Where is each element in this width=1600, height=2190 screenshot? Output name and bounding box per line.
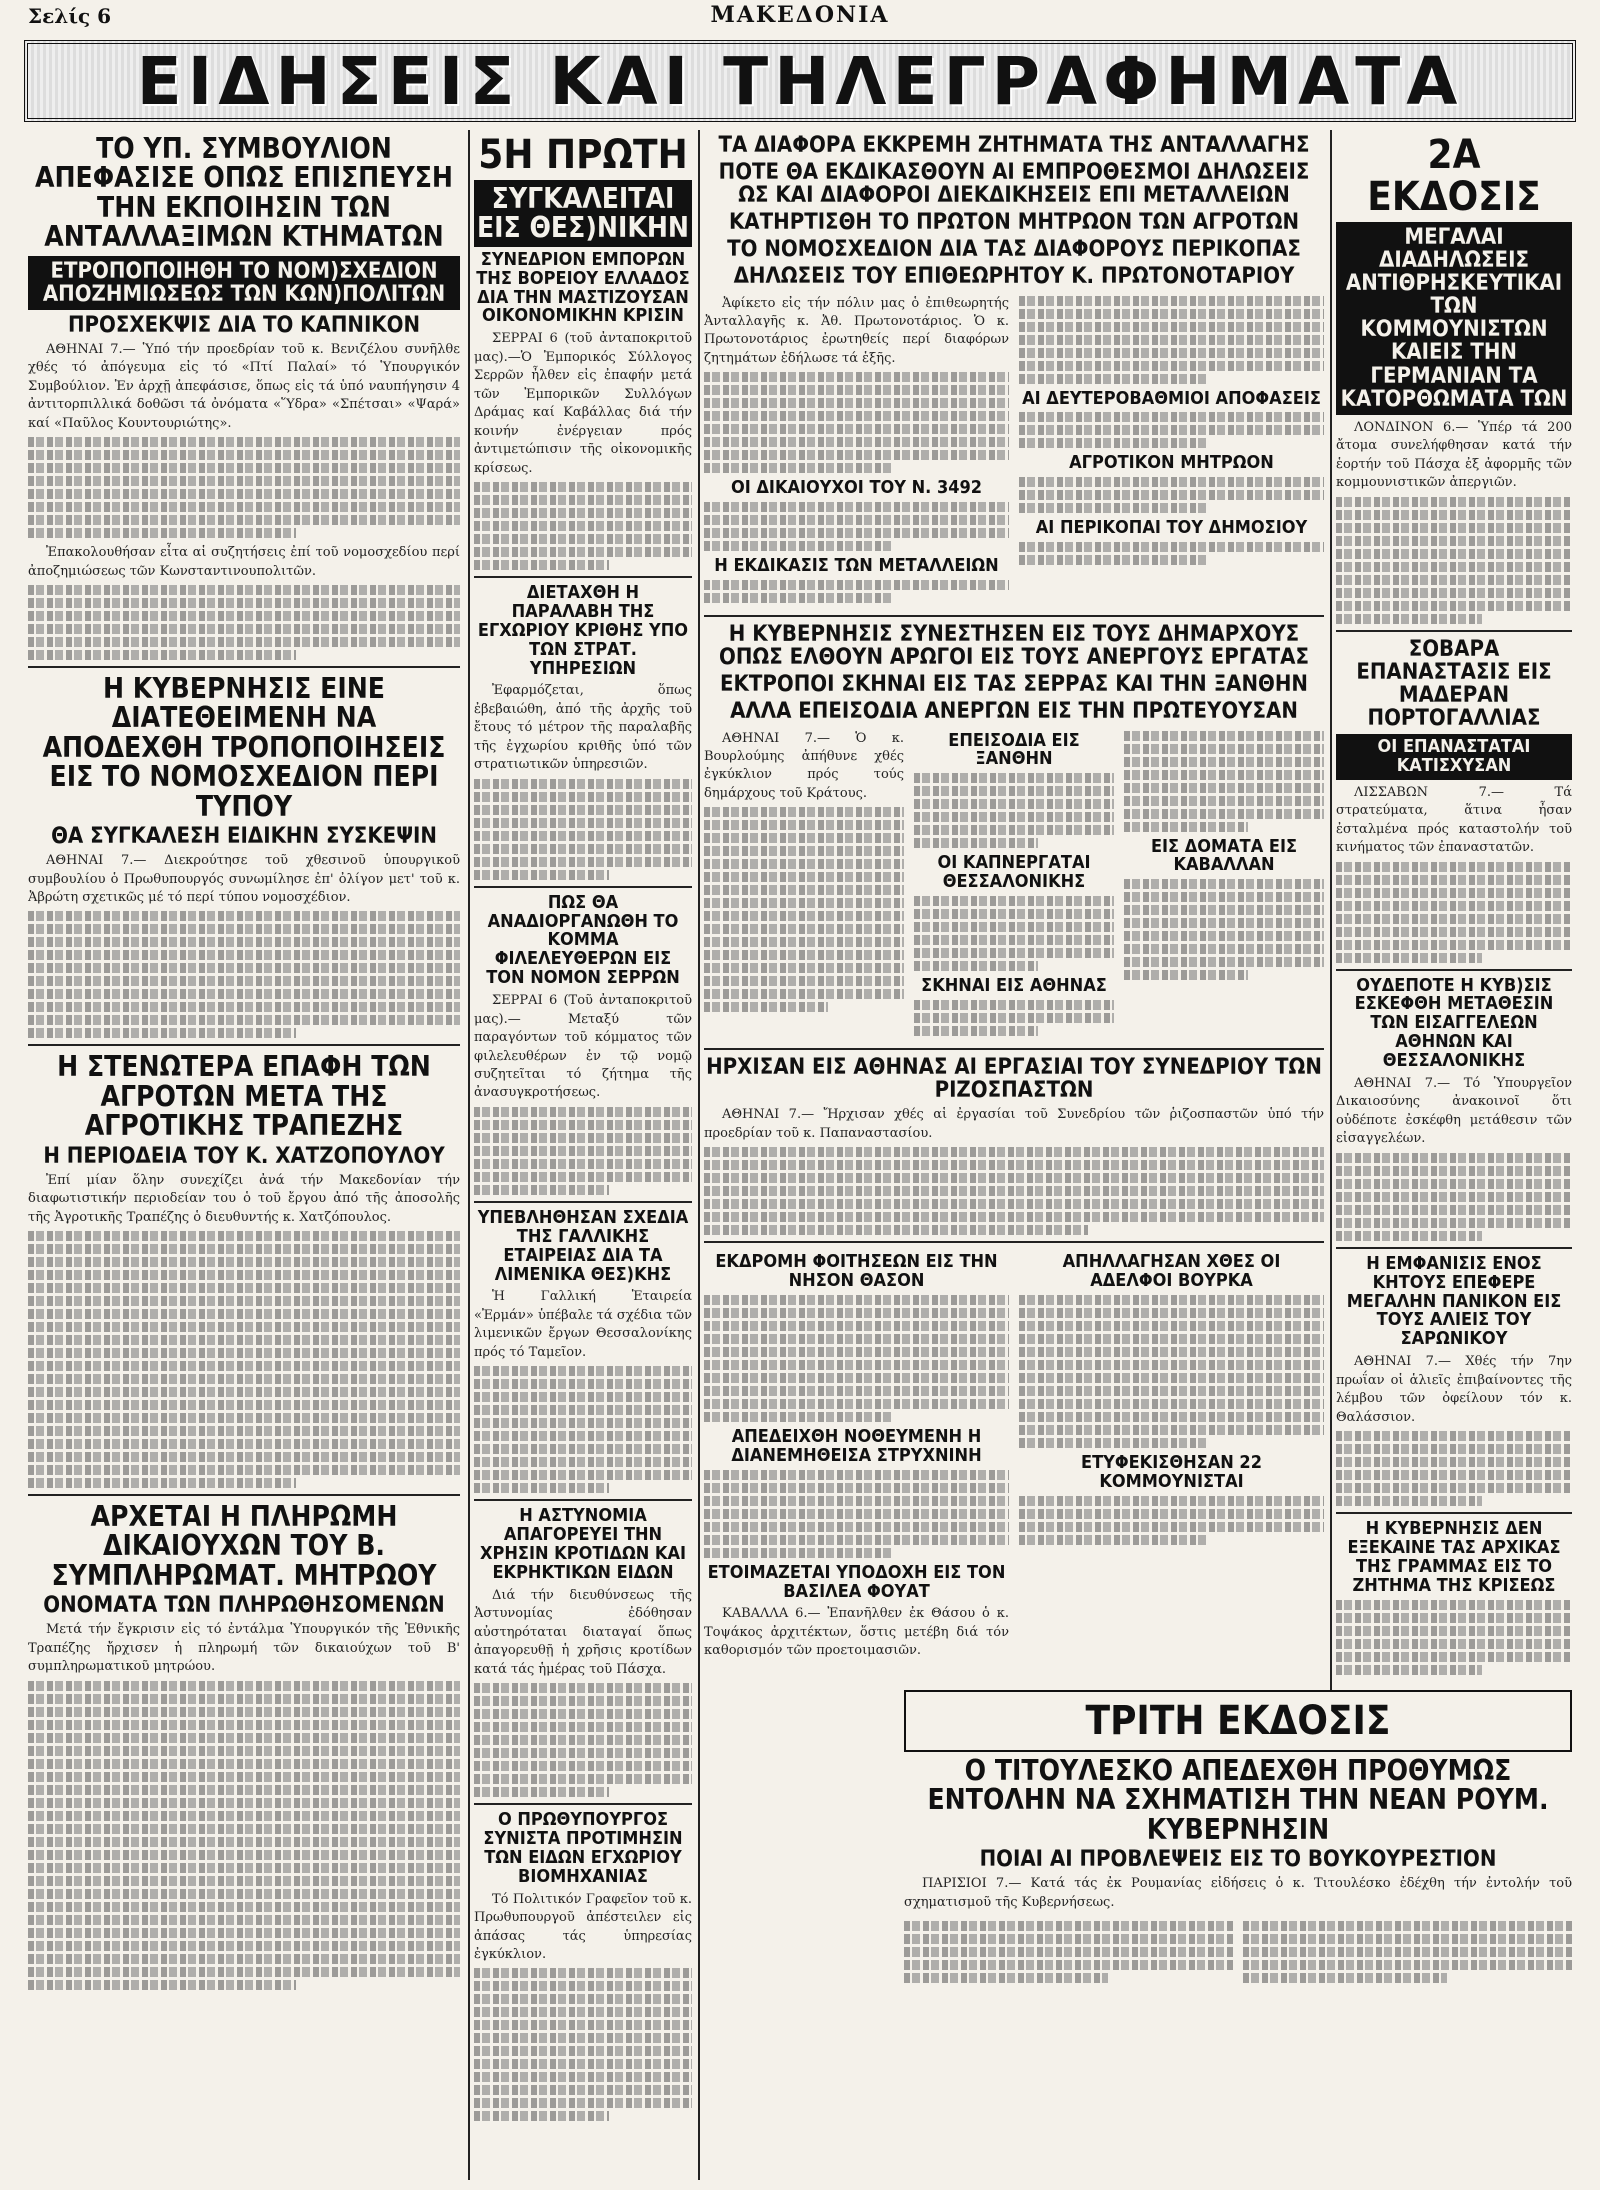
subheadline: ΠΟΙΑΙ ΑΙ ΠΡΟΒΛΕΨΕΙΣ ΕΙΣ ΤΟ ΒΟΥΚΟΥΡΕΣΤΙΟΝ [979, 1847, 1497, 1873]
article-text: ΑΘΗΝΑΙ 7.— Ὑπό τήν προεδρίαν τοῦ κ. Βενιζέλου συνῆλθε χθές τό ἀπόγευμα εἰς τό «Πτί Παλαί» τό Ὑπουργικόν Συμβούλιον. Ἐν ἀρχῇ ἀπεφάσισε, ὅπως εἰς τά ὑπό ναυπήγησιν 4 ἀντιτορπιλλικά δοθῶσι τά ὀνόματα «Ὕδρα» «Σπέτσαι» «Ψαρά» καί «Παῦλος Κουντουριώτης». [28, 341, 460, 431]
headline: ΟΥΔΕΠΟΤΕ Η ΚΥΒ)ΣΙΣ ΕΣΚΕΦΘΗ ΜΕΤΑΘΕΣΙΝ ΤΩΝ ΕΙΣΑΓΓΕΛΕΩΝ ΑΘΗΝΩΝ ΚΑΙ ΘΕΣΣΑΛΟΝΙΚΗΣ [1354, 974, 1554, 1072]
article-columns [704, 293, 1324, 610]
headline: ΣΟΒΑΡΑ ΕΠΑΝΑΣΤΑΣΙΣ ΕΙΣ ΜΑΔΕΡΑΝ ΠΟΡΤΟΓΑΛΛΙΑΣ [1356, 636, 1552, 731]
column-1 [28, 130, 460, 1996]
subheading: ΑΓΡΟΤΙΚΟΝ ΜΗΤΡΩΟΝ [1069, 452, 1274, 474]
text-block [704, 372, 1009, 473]
column-rule [468, 130, 470, 2180]
headline: ΠΩΣ ΘΑ ΑΝΑΔΙΟΡΓΑΝΩΘΗ ΤΟ ΚΟΜΜΑ ΦΙΛΕΛΕΥΘΕΡΩΝ ΕΙΣ ΤΟΝ ΝΟΜΟΝ ΣΕΡΡΩΝ [486, 891, 680, 989]
text-block [28, 911, 460, 1038]
edition-label: ΤΡΙΤΗ ΕΚΔΟΣΙΣ [1085, 1698, 1391, 1744]
subheading: ΟΙ ΔΙΚΑΙΟΥΧΟΙ ΤΟΥ Ν. 3492 [730, 477, 983, 499]
article-text: ΑΘΗΝΑΙ 7.— Τό Ὑπουργεῖον Δικαιοσύνης ἀνακοινοῖ ὅτι οὐδέποτε ἐσκέφθη μετάθεσιν τῶν εἰσαγγελέων. [1336, 1075, 1572, 1147]
headline: 5Η ΠΡΩΤΗ [478, 132, 688, 178]
text-block [704, 1295, 1009, 1422]
article-text: ΚΑΒΑΛΛΑ 6.— Ἐπανῆλθεν ἐκ Θάσου ὁ κ. Τοψάκος ἀρχιτέκτων, ὅστις μετέβη διά τόν καθορισμόν τῶν προετοιμασιῶν. [704, 1606, 1009, 1659]
third-edition-block [904, 1690, 1572, 2180]
article-text: ΑΘΗΝΑΙ 7.— Ὁ κ. Βουρλούμης ἀπήθυνε χθές ἐγκύκλιον πρός τούς δημάρχους τοῦ Κράτους. [704, 730, 904, 801]
article-text: Ἐφαρμόζεται, ὅπως ἐβεβαιώθη, ἀπό τῆς ἀρχῆς τοῦ ἔτους τό μέτρον τῆς παραλαβῆς τῆς ἐγχωρίου κριθῆς ὑπό τῶν στρατιωτικῶν ὑπηρεσιῶν. [474, 683, 692, 773]
headline: Η ΚΥΒΕΡΝΗΣΙΣ ΣΥΝΕΣΤΗΣΕΝ ΕΙΣ ΤΟΥΣ ΔΗΜΑΡΧΟΥΣ ΟΠΩΣ ΕΛΘΟΥΝ ΑΡΩΓΟΙ ΕΙΣ ΤΟΥΣ ΑΝΕΡΓΟΥΣ ΕΡΓΑΤΑΣ [719, 622, 1309, 671]
edition-label: 2Α ΕΚΔΟΣΙΣ [1367, 132, 1541, 220]
subheadline: ΠΡΟΣΧΕΚΨΙΣ ΔΙΑ ΤΟ ΚΑΠΝΙΚΟΝ [67, 312, 421, 338]
text-block [474, 1107, 692, 1195]
article-text: Τό Πολιτικόν Γραφεῖον τοῦ κ. Πρωθυπουργοῦ ἀπέστειλεν εἰς ἁπάσας τάς ὑπηρεσίας ἐγκύκλιον. [474, 1891, 692, 1962]
column-3 [704, 130, 1324, 1675]
text-block [1019, 542, 1324, 565]
article-text: Διά τήν διευθύνσεως τῆς Ἀστυνομίας ἐδόθησαν αὐστηρόταται διαταγαί ὅπως ἀπαγορευθῇ ἡ χρῆσις κροτίδων κατά τάς ἡμέρας τοῦ Πάσχα. [474, 1587, 692, 1677]
headline: ΕΤΥΦΕΚΙΣΘΗΣΑΝ 22 ΚΟΜΜΟΥΝΙΣΤΑΙ [1081, 1451, 1262, 1492]
subheadline: Η ΠΕΡΙΟΔΕΙΑ ΤΟΥ Κ. ΧΑΤΖΟΠΟΥΛΟΥ [43, 1143, 445, 1169]
article-columns [704, 728, 1324, 1042]
text-block [904, 1918, 1233, 1986]
headline: ΑΠΗΛΛΑΓΗΣΑΝ ΧΘΕΣ ΟΙ ΑΔΕΛΦΟΙ ΒΟΥΡΚΑ [1062, 1251, 1281, 1291]
subheadline: ΔΗΛΩΣΕΙΣ ΤΟΥ ΕΠΙΘΕΩΡΗΤΟΥ Κ. ΠΡΩΤΟΝΟΤΑΡΙΟΥ [733, 264, 1295, 290]
article-text: ΣΕΡΡΑΙ 6 (Τοῦ ἀνταποκριτοῦ μας).— Μεταξύ τῶν παραγόντων τοῦ κόμματος τῶν φιλελευθέρων ἐν τῷ νομῷ συζητεῖται τό ζήτημα τῆς ἀνασυγκροτήσεως. [474, 993, 692, 1101]
article-text: ΛΙΣΣΑΒΩΝ 7.— Τά στρατεύματα, ἅτινα ἦσαν ἐσταλμένα πρός καταστολήν τοῦ κινήματος τῶν ἐπαναστατῶν. [1336, 784, 1572, 856]
headline: ΗΡΧΙΣΑΝ ΕΙΣ ΑΘΗΝΑΣ ΑΙ ΕΡΓΑΣΙΑΙ ΤΟΥ ΣΥΝΕΔΡΙΟΥ ΤΩΝ ΡΙΖΟΣΠΑΣΤΩΝ [706, 1054, 1322, 1104]
text-block [1019, 1295, 1324, 1448]
text-block [1336, 1600, 1572, 1675]
headline: Η ΕΜΦΑΝΙΣΙΣ ΕΝΟΣ ΚΗΤΟΥΣ ΕΠΕΦΕΡΕ ΜΕΓΑΛΗΝ ΠΑΝΙΚΟΝ ΕΙΣ ΤΟΥΣ ΑΛΙΕΙΣ ΤΟΥ ΣΑΡΩΝΙΚΟΥ [1346, 1252, 1562, 1350]
text-block [28, 1681, 460, 1990]
text-block [474, 482, 692, 570]
article-text: ΑΘΗΝΑΙ 7.— Χθές τήν 7ην πρωΐαν οἱ ἁλιεῖς ἐπιβαίνοντες τῆς λέμβου τῶν ὀφείλουν τόν κ. Θαλάσσιον. [1336, 1354, 1572, 1425]
article-text: Ἀφίκετο εἰς τήν πόλιν μας ὁ ἐπιθεωρητής Ἀνταλλαγῆς κ. Ἀθ. Πρωτονοτάριος. Ὁ κ. Πρωτονοτάριος ἐρωτηθείς περί διαφόρων ζητημάτων ἐδήλωσε τά ἑξῆς. [704, 295, 1009, 366]
text-block [1336, 1153, 1572, 1241]
subheading: ΑΙ ΔΕΥΤΕΡΟΒΑΘΜΙΟΙ ΑΠΟΦΑΣΕΙΣ [1022, 387, 1321, 409]
subheading: ΕΙΣ ΔΟΜΑΤΑ ΕΙΣ ΚΑΒΑΛΛΑΝ [1150, 835, 1298, 876]
headline: ΔΙΕΤΑΧΘΗ Η ΠΑΡΑΛΑΒΗ ΤΗΣ ΕΓΧΩΡΙΟΥ ΚΡΙΘΗΣ ΥΠΟ ΤΩΝ ΣΤΡΑΤ. ΥΠΗΡΕΣΙΩΝ [477, 581, 689, 679]
headline: ΣΥΓΚΑΛΕΙΤΑΙ ΕΙΣ ΘΕΣ)ΝΙΚΗΝ [474, 180, 692, 247]
article-text: Ἡ Γαλλική Ἑταιρεία «Ἐρμάν» ὑπέβαλε τά σχέδια τῶν λιμενικῶν ἔργων Θεσσαλονίκης πρός τό Ταμεῖον. [474, 1289, 692, 1360]
section-banner: ΕΙΔΗΣΕΙΣ ΚΑΙ ΤΗΛΕΓΡΑΦΗΜΑΤΑ [24, 40, 1576, 122]
text-block [914, 1000, 1114, 1036]
headline: ΑΡΧΕΤΑΙ Η ΠΛΗΡΩΜΗ ΔΙΚΑΙΟΥΧΩΝ ΤΟΥ Β. ΣΥΜΠΛΗΡΩΜΑΤ. ΜΗΤΡΩΟΥ [51, 1500, 437, 1592]
headline: ΤΑ ΔΙΑΦΟΡΑ ΕΚΚΡΕΜΗ ΖΗΤΗΜΑΤΑ ΤΗΣ ΑΝΤΑΛΛΑΓΗΣ [718, 133, 1310, 158]
text-block [704, 807, 904, 1012]
text-block [1019, 412, 1324, 448]
article-text: ΛΟΝΔΙΝΟΝ 6.— Ὑπέρ τά 200 ἄτομα συνελήφθησαν κατά τήν ἑορτήν τοῦ Πάσχα ἐξ ἀφορμῆς τῶν κομμουνιστικῶν ἀπεργιῶν. [1336, 419, 1572, 491]
text-block [28, 585, 460, 660]
subheading: Η ΕΚΔΙΚΑΣΙΣ ΤΩΝ ΜΕΤΑΛΛΕΙΩΝ [714, 555, 999, 577]
article-text: ΣΕΡΡΑΙ 6 (τοῦ ἀνταποκριτοῦ μας).—Ὁ Ἐμπορικός Σύλλογος Σερρῶν ἦλθεν εἰς ἐπαφήν μετά τῶν Ἐμπορικῶν Συλλόγων Δράμας καί Καβάλλας διά τήν κοινήν ἐνέργειαν πρός ἀντιμετώπισιν τῆς οἰκονομικῆς κρίσεως. [474, 331, 692, 476]
subheadline: ΕΚΤΡΟΠΟΙ ΣΚΗΝΑΙ ΕΙΣ ΤΑΣ ΣΕΡΡΑΣ ΚΑΙ ΤΗΝ ΞΑΝΘΗΝ [720, 672, 1308, 698]
headline: Ο ΠΡΩΘΥΠΟΥΡΓΟΣ ΣΥΝΙΣΤΑ ΠΡΟΤΙΜΗΣΙΝ ΤΩΝ ΕΙΔΩΝ ΕΓΧΩΡΙΟΥ ΒΙΟΜΗΧΑΝΙΑΣ [483, 1809, 683, 1887]
headline: Η ΣΤΕΝΩΤΕΡΑ ΕΠΑΦΗ ΤΩΝ ΑΓΡΟΤΩΝ ΜΕΤΑ ΤΗΣ ΑΓΡΟΤΙΚΗΣ ΤΡΑΠΕΖΗΣ [57, 1050, 431, 1143]
text-block [704, 1470, 1009, 1558]
text-block [1019, 296, 1324, 384]
text-block [914, 896, 1114, 971]
text-block [1019, 477, 1324, 513]
headline: ΥΠΕΒΛΗΘΗΣΑΝ ΣΧΕΔΙΑ ΤΗΣ ΓΑΛΛΙΚΗΣ ΕΤΑΙΡΕΙΑΣ ΔΙΑ ΤΑ ΛΙΜΕΝΙΚΑ ΘΕΣ)ΚΗΣ [477, 1206, 689, 1285]
paper-name: ΜΑΚΕΔΟΝΙΑ [710, 2, 890, 28]
article-columns [904, 1916, 1572, 1992]
article-text: Μετά τήν ἔγκρισιν εἰς τό ἐντάλμα Ὑπουργικόν τῆς Ἐθνικῆς Τραπέζης ἤρχισεν ἡ πληρωμή τῶν δικαιούχων τοῦ Β' συμπληρωματικοῦ μητρώου. [28, 1622, 460, 1675]
subheadline: ΟΝΟΜΑΤΑ ΤΩΝ ΠΛΗΡΩΘΗΣΟΜΕΝΩΝ [43, 1593, 445, 1619]
article-text: Ἐπακολουθήσαν εἶτα αἱ συζητήσεις ἐπί τοῦ νομοσχεδίου περί ἀποζημιώσεως τῶν Κωνσταντινουπολιτῶν. [28, 545, 460, 579]
column-4 [1336, 130, 1572, 1675]
text-block [474, 779, 692, 880]
headline: ΑΠΕΔΕΙΧΘΗ ΝΟΘΕΥΜΕΝΗ Η ΔΙΑΝΕΜΗΘΕΙΣΑ ΣΤΡΥΧΝΙΝΗ [731, 1425, 982, 1466]
page-number: Σελίς 6 [28, 4, 112, 28]
subheadline: ΤΟ ΝΟΜΟΣΧΕΔΙΟΝ ΔΙΑ ΤΑΣ ΔΙΑΦΟΡΟΥΣ ΠΕΡΙΚΟΠΑΣ [727, 237, 1301, 263]
headline: ΕΚΔΡΟΜΗ ΦΟΙΤΗΣΕΩΝ ΕΙΣ ΤΗΝ ΝΗΣΟΝ ΘΑΣΟΝ [715, 1251, 998, 1291]
subheadline: ΠΟΤΕ ΘΑ ΕΚΔΙΚΑΣΘΟΥΝ ΑΙ ΕΜΠΡΟΘΕΣΜΟΙ ΔΗΛΩΣΕΙΣ ΩΣ ΚΑΙ ΔΙΑΦΟΡΟΙ ΔΙΕΚΔΙΚΗΣΕΙΣ ΕΠΙ ΜΕΤΑΛΛΕΙΩΝ [718, 160, 1310, 209]
article-text: ΠΑΡΙΣΙΟΙ 7.— Κατά τάς ἐκ Ρουμανίας εἰδήσεις ὁ κ. Τιτουλέσκο ἐδέχθη τήν ἐντολήν τοῦ σχηματισμοῦ τῆς Κυβερνήσεως. [904, 1876, 1572, 1910]
text-block [1243, 1918, 1572, 1986]
subheadline: ΑΛΛΑ ΕΠΕΙΣΟΔΙΑ ΑΝΕΡΓΩΝ ΕΙΣ ΤΗΝ ΠΡΩΤΕΥΟΥΣΑΝ [730, 699, 1298, 725]
text-block [704, 580, 1009, 603]
subheading: ΑΙ ΠΕΡΙΚΟΠΑΙ ΤΟΥ ΔΗΜΟΣΙΟΥ [1035, 517, 1308, 539]
text-block [1019, 1496, 1324, 1545]
text-block [474, 1968, 692, 2121]
text-block [704, 1147, 1324, 1235]
subheadline: ΘΑ ΣΥΓΚΑΛΕΣΗ ΕΙΔΙΚΗΝ ΣΥΣΚΕΨΙΝ [51, 823, 437, 849]
text-block [1124, 879, 1324, 980]
text-block [474, 1366, 692, 1493]
headline: Η ΑΣΤΥΝΟΜΙΑ ΑΠΑΓΟΡΕΥΕΙ ΤΗΝ ΧΡΗΣΙΝ ΚΡΟΤΙΔΩΝ ΚΑΙ ΕΚΡΗΚΤΙΚΩΝ ΕΙΔΩΝ [479, 1505, 686, 1583]
text-block [28, 437, 460, 538]
subheadline: ΕΤΡΟΠΟΠΟΙΗΘΗ ΤΟ ΝΟΜ)ΣΧΕΔΙΟΝ ΑΠΟΖΗΜΙΩΣΕΩΣ ΤΩΝ ΚΩΝ)ΠΟΛΙΤΩΝ [28, 256, 460, 310]
subheading: ΣΚΗΝΑΙ ΕΙΣ ΑΘΗΝΑΣ [921, 975, 1107, 997]
headline: ΕΤΟΙΜΑΖΕΤΑΙ ΥΠΟΔΟΧΗ ΕΙΣ ΤΟΝ ΒΑΣΙΛΕΑ ΦΟΥΑΤ [707, 1561, 1006, 1602]
subheading: ΕΠΕΙΣΟΔΙΑ ΕΙΣ ΞΑΝΘΗΝ [948, 729, 1080, 770]
text-block [704, 502, 1009, 551]
headline: Ο ΤΙΤΟΥΛΕΣΚΟ ΑΠΕΔΕΧΘΗ ΠΡΟΘΥΜΩΣ ΕΝΤΟΛΗΝ ΝΑ ΣΧΗΜΑΤΙΣΗ ΤΗΝ ΝΕΑΝ ΡΟΥΜ. ΚΥΒΕΡΝΗΣΙΝ [927, 1754, 1549, 1846]
text-block [474, 1683, 692, 1797]
article-text: ΑΘΗΝΑΙ 7.— Ἤρχισαν χθές αἱ ἐργασίαι τοῦ Συνεδρίου τῶν ῥιζοσπαστῶν ὑπό τήν προεδρίαν τοῦ κ. Παπαναστασίου. [704, 1107, 1324, 1141]
subheadline: ΣΥΝΕΔΡΙΟΝ ΕΜΠΟΡΩΝ ΤΗΣ ΒΟΡΕΙΟΥ ΕΛΛΑΔΟΣ ΔΙΑ ΤΗΝ ΜΑΣΤΙΖΟΥΣΑΝ ΟΙΚΟΝΟΜΙΚΗΝ ΚΡΙΣΙΝ [476, 248, 690, 327]
text-block [1336, 497, 1572, 624]
article-columns [704, 1249, 1324, 1665]
column-2 [474, 130, 692, 2127]
text-block [1336, 862, 1572, 963]
subheading: ΟΙ ΚΑΠΝΕΡΓΑΤΑΙ ΘΕΣΣΑΛΟΝΙΚΗΣ [937, 852, 1091, 893]
headline: ΤΟ ΥΠ. ΣΥΜΒΟΥΛΙΟΝ ΑΠΕΦΑΣΙΣΕ ΟΠΩΣ ΕΠΙΣΠΕΥΣΗ ΤΗΝ ΕΚΠΟΙΗΣΙΝ ΤΩΝ ΑΝΤΑΛΛΑΞΙΜΩΝ ΚΤΗΜΑΤΩΝ [34, 132, 454, 254]
text-block [28, 1231, 460, 1488]
column-rule [698, 130, 700, 2180]
text-block [1336, 1431, 1572, 1506]
article-text: Ἐπί μίαν ὅλην συνεχίζει ἀνά τήν Μακεδονίαν τήν διαφωτιστικήν περιοδείαν του ὁ τοῦ ἔργου ἀπό τῆς ἀποσολῆς τῆς Ἀγροτικῆς Τραπέζης ὁ διευθυντής κ. Χατζόπουλος. [28, 1172, 460, 1225]
text-block [1124, 731, 1324, 832]
headline: Η ΚΥΒΕΡΝΗΣΙΣ ΕΙΝΕ ΔΙΑΤΕΘΕΙΜΕΝΗ ΝΑ ΑΠΟΔΕΧΘΗ ΤΡΟΠΟΠΟΙΗΣΕΙΣ ΕΙΣ ΤΟ ΝΟΜΟΣΧΕΔΙΟΝ ΠΕΡΙ ΤΥΠΟΥ [42, 672, 446, 823]
subheadline: ΟΙ ΕΠΑΝΑΣΤΑΤΑΙ ΚΑΤΙΣΧΥΣΑΝ [1336, 734, 1572, 780]
subheadline: ΚΑΤΗΡΤΙΣΘΗ ΤΟ ΠΡΩΤΟΝ ΜΗΤΡΩΟΝ ΤΩΝ ΑΓΡΟΤΩΝ [728, 210, 1300, 236]
text-block [914, 773, 1114, 848]
headline: ΜΕΓΑΛΑΙ ΔΙΑΔΗΛΩΣΕΙΣ ΑΝΤΙΘΡΗΣΚΕΥΤΙΚΑΙ ΤΩΝ ΚΟΜΜΟΥΝΙΣΤΩΝ ΚΑΙΕΙΣ ΤΗΝ ΓΕΡΜΑΝΙΑΝ ΤΑ ΚΑΤΟΡΘΩΜΑΤΑ ΤΩΝ [1336, 222, 1572, 415]
headline: Η ΚΥΒΕΡΝΗΣΙΣ ΔΕΝ ΕΞΕΚΑΙΝΕ ΤΑΣ ΑΡΧΙΚΑΣ ΤΗΣ ΓΡΑΜΜΑΣ ΕΙΣ ΤΟ ΖΗΤΗΜΑ ΤΗΣ ΚΡΙΣΕΩΣ [1347, 1518, 1561, 1596]
article-text: ΑΘΗΝΑΙ 7.— Διεκρούτησε τοῦ χθεσινοῦ ὑπουργικοῦ συμβουλίου ὁ Πρωθυπουργός συνωμίλησε ἐπ' ὀλίγον μετ' τοῦ κ. Ἀβρώτη σχετικῶς μέ τό περί τύπου νομοσχέδιον. [28, 853, 460, 905]
